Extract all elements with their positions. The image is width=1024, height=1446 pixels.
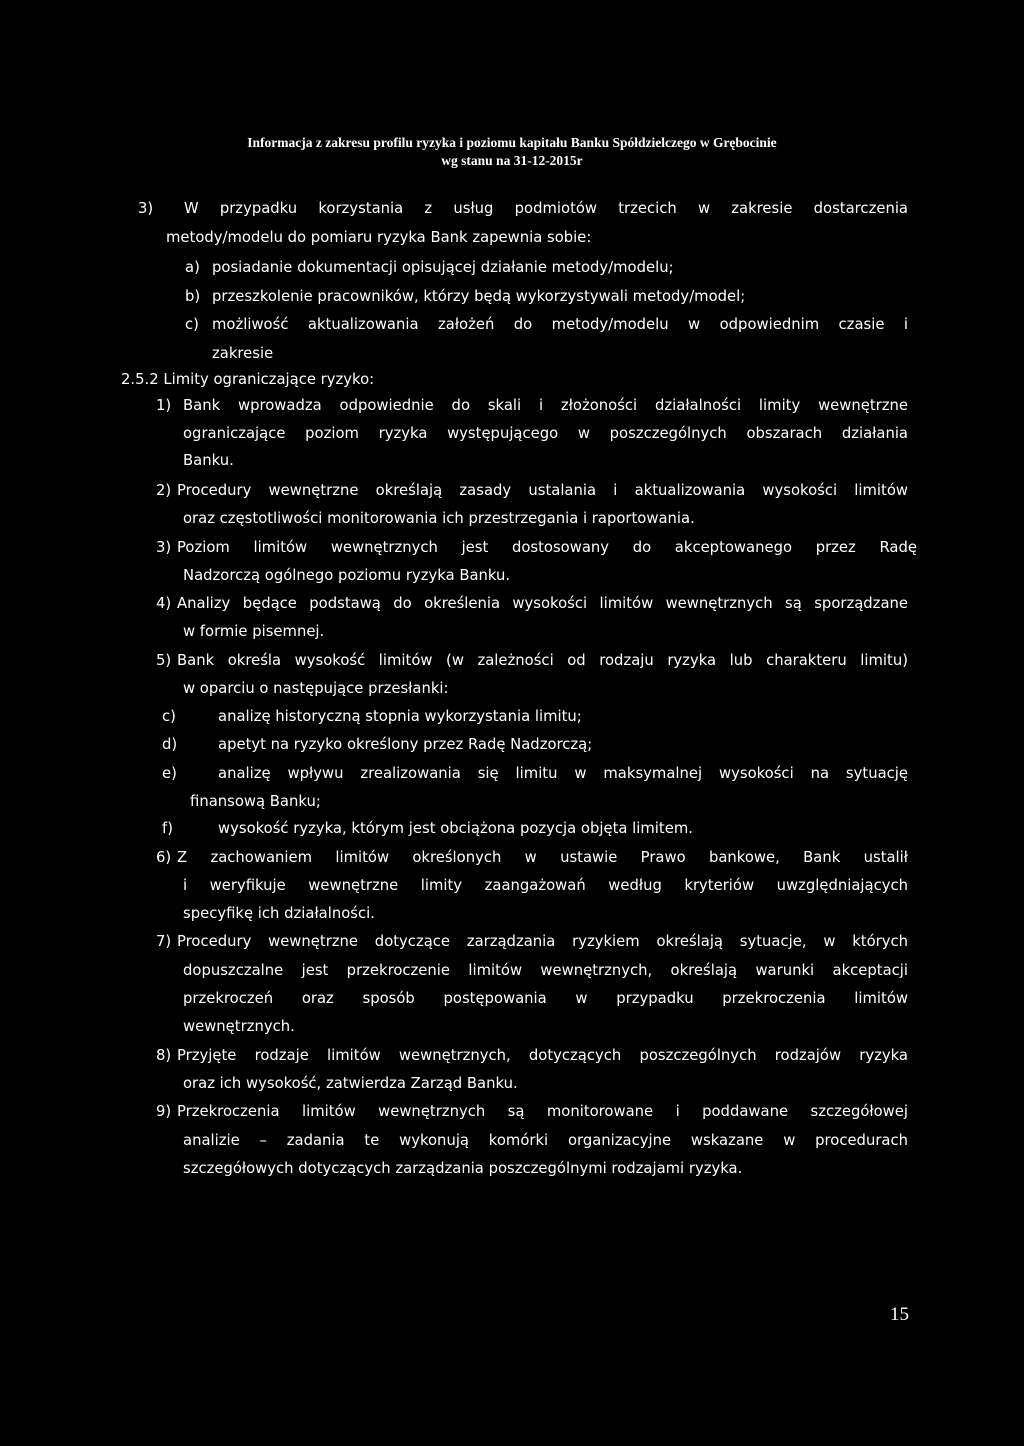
list-marker: 6): [156, 849, 172, 866]
list-item: szczegółowych dotyczących zarządzania poszczególnymi rodzajami ryzyka.: [183, 1160, 743, 1177]
list-item: możliwość aktualizowania założeń do metody/modelu w odpowiednim czasie i: [212, 316, 908, 333]
list-marker: 5): [156, 652, 172, 669]
list-item: analizę historyczną stopnia wykorzystania limitu;: [218, 708, 582, 725]
list-item: ograniczające poziom ryzyka występującego w poszczególnych obszarach działania: [183, 425, 908, 442]
list-item: Bank wprowadza odpowiednie do skali i złożoności działalności limity wewnętrzne: [183, 397, 908, 414]
paragraph-line: W przypadku korzystania z usług podmiotów trzecich w zakresie dostarczenia: [184, 200, 908, 217]
document-header: [0, 134, 1024, 170]
list-item: analizie – zadania te wykonują komórki organizacyjne wskazane w procedurach: [183, 1132, 908, 1149]
list-marker: f): [162, 820, 173, 837]
list-item: Procedury wewnętrzne dotyczące zarządzania ryzykiem określają sytuacje, w których: [177, 933, 908, 950]
list-marker: 3): [156, 539, 172, 556]
list-item: apetyt na ryzyko określony przez Radę Nadzorczą;: [218, 736, 593, 753]
list-item: przeszkolenie pracowników, którzy będą wykorzystywali metody/model;: [212, 288, 746, 305]
list-marker: 3): [138, 200, 154, 217]
list-item: analizę wpływu zrealizowania się limitu w maksymalnej wysokości na sytuację: [218, 765, 908, 782]
list-item: Procedury wewnętrzne określają zasady ustalania i aktualizowania wysokości limitów: [177, 482, 908, 499]
list-item: Przekroczenia limitów wewnętrznych są monitorowane i poddawane szczegółowej: [177, 1103, 908, 1120]
list-marker: d): [162, 736, 178, 753]
list-item: Bank określa wysokość limitów (w zależności od rodzaju ryzyka lub charakteru limitu): [177, 652, 908, 669]
header-date: wg stanu na 31-12-2015r: [441, 153, 583, 168]
list-item: Poziom limitów wewnętrznych jest dostosowany do akceptowanego przez Radę: [177, 539, 917, 556]
list-item: Z zachowaniem limitów określonych w ustawie Prawo bankowe, Bank ustalił: [177, 849, 908, 866]
list-marker: 9): [156, 1103, 172, 1120]
list-item: i weryfikuje wewnętrzne limity zaangażowań według kryteriów uwzględniających: [183, 877, 908, 894]
list-marker: c): [162, 708, 176, 725]
list-item: Analizy będące podstawą do określenia wysokości limitów wewnętrznych są sporządzane: [177, 595, 908, 612]
list-item: wewnętrznych.: [183, 1018, 295, 1035]
list-item: dopuszczalne jest przekroczenie limitów wewnętrznych, określają warunki akceptacji: [183, 962, 908, 979]
list-marker: 1): [156, 397, 172, 414]
list-item: specyfikę ich działalności.: [183, 905, 375, 922]
list-item: przekroczeń oraz sposób postępowania w przypadku przekroczenia limitów: [183, 990, 908, 1007]
list-item: wysokość ryzyka, którym jest obciążona pozycja objęta limitem.: [218, 820, 693, 837]
list-marker: e): [162, 765, 177, 782]
list-item: zakresie: [212, 345, 274, 362]
list-marker: 2): [156, 482, 172, 499]
list-marker: c): [185, 316, 199, 333]
list-item: w oparciu o następujące przesłanki:: [183, 680, 449, 697]
list-item: Nadzorczą ogólnego poziomu ryzyka Banku.: [183, 567, 511, 584]
list-marker: 8): [156, 1047, 172, 1064]
list-item: w formie pisemnej.: [183, 623, 325, 640]
list-marker: b): [185, 288, 201, 305]
list-item: posiadanie dokumentacji opisującej działanie metody/modelu;: [212, 259, 674, 276]
list-marker: 4): [156, 595, 172, 612]
list-marker: 7): [156, 933, 172, 950]
list-marker: a): [185, 259, 200, 276]
section-heading: 2.5.2 Limity ograniczające ryzyko:: [121, 371, 375, 388]
list-item: oraz ich wysokość, zatwierdza Zarząd Banku.: [183, 1075, 518, 1092]
list-item: oraz częstotliwości monitorowania ich przestrzegania i raportowania.: [183, 510, 695, 527]
list-item: Przyjęte rodzaje limitów wewnętrznych, dotyczących poszczególnych rodzajów ryzyka: [177, 1047, 908, 1064]
paragraph-line: metody/modelu do pomiaru ryzyka Bank zapewnia sobie:: [166, 229, 592, 246]
list-item: Banku.: [183, 452, 234, 469]
header-title: Informacja z zakresu profilu ryzyka i poziomu kapitału Banku Spółdzielczego w Grębocinie: [247, 135, 777, 150]
page-number: 15: [890, 1304, 909, 1325]
list-item: finansową Banku;: [190, 793, 321, 810]
